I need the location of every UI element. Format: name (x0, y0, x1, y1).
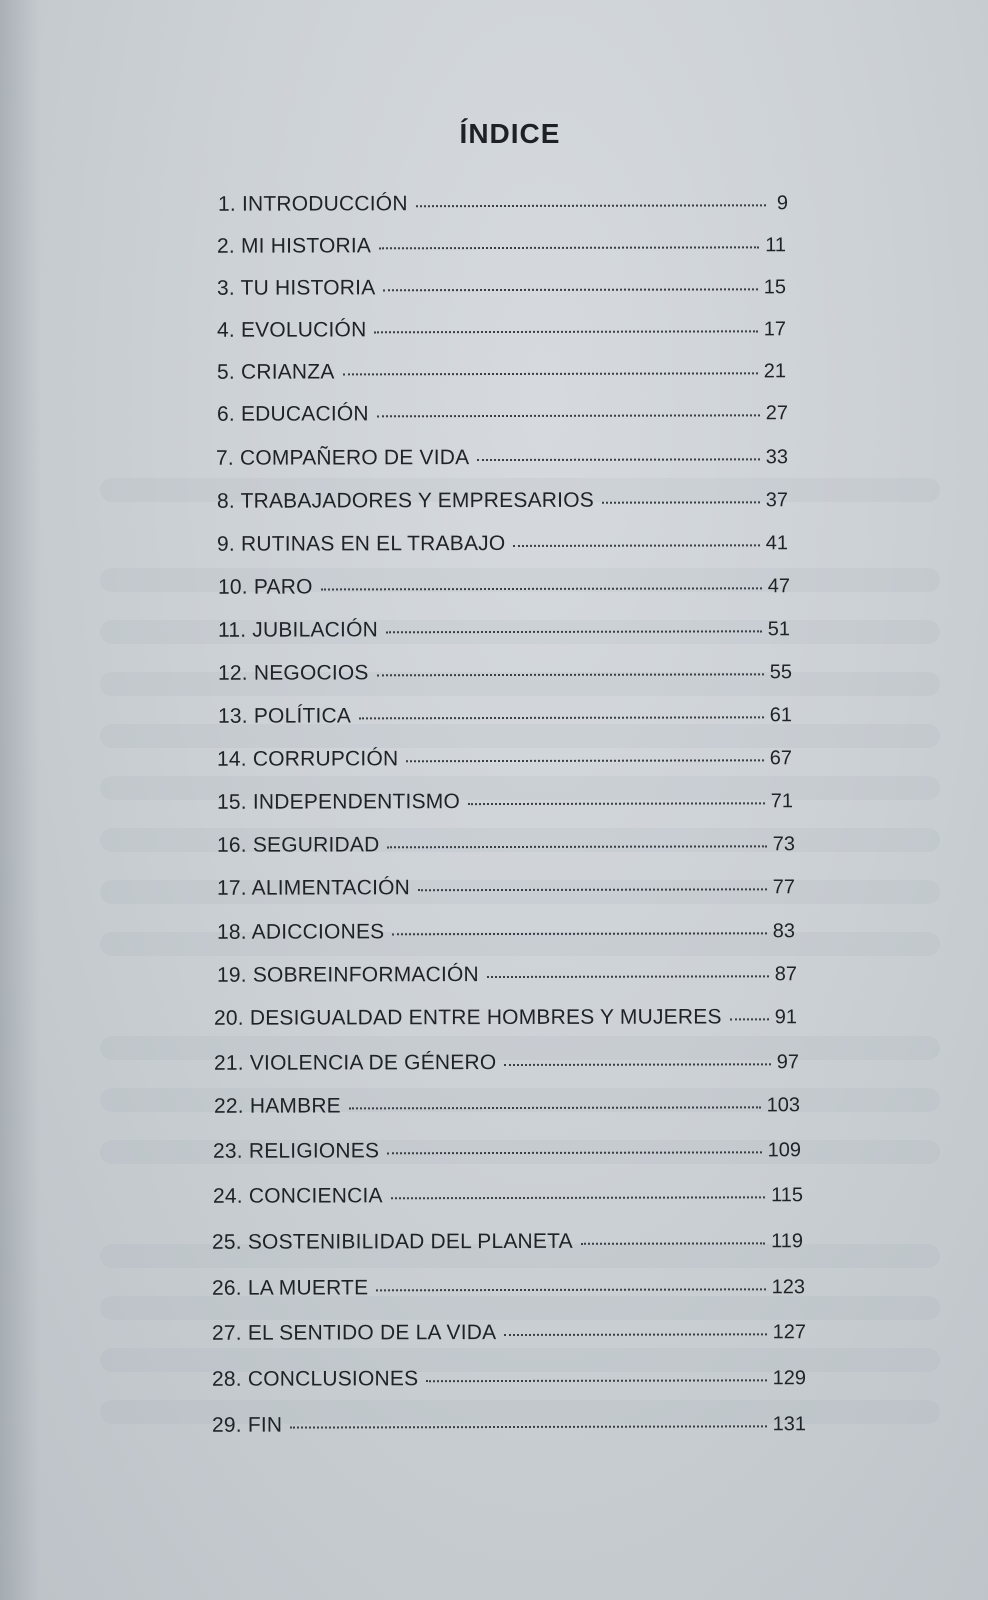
toc-entry-title: 13. POLÍTICA (217, 704, 352, 728)
toc-entry-page-number: 71 (770, 790, 794, 813)
dot-leader (374, 330, 757, 333)
toc-entry-page-number: 91 (774, 1006, 798, 1029)
dot-leader (504, 1333, 766, 1336)
toc-entry-page-number: 83 (772, 920, 796, 943)
toc-entry-title: 15. INDEPENDENTISMO (216, 790, 461, 814)
dot-leader (349, 1106, 761, 1109)
toc-entry (217, 275, 786, 300)
toc-entry-title: 6. EDUCACIÓN (216, 402, 369, 426)
toc-entry-page-number: 21 (763, 360, 787, 383)
toc-entry-title: 22. HAMBRE (213, 1094, 341, 1118)
toc-entry-title: 8. TRABAJADORES Y EMPRESARIOS (216, 488, 594, 513)
toc-entry-page-number: 9 (776, 192, 789, 215)
dot-leader (581, 1242, 765, 1244)
toc-entry-page-number: 15 (763, 276, 787, 299)
toc-entry-page-number: 67 (769, 747, 793, 770)
toc-entry-title: 11. JUBILACIÓN (217, 618, 378, 642)
dot-leader (343, 372, 758, 375)
toc-entry-page-number: 87 (774, 963, 798, 986)
dot-leader (376, 1288, 765, 1291)
toc-entry-page-number: 33 (765, 446, 789, 469)
dot-leader (379, 246, 759, 249)
toc-entry-title: 16. SEGURIDAD (216, 833, 380, 857)
toc-entry (217, 962, 797, 988)
toc-entry (214, 1005, 797, 1031)
toc-entry (217, 233, 786, 258)
dot-leader (392, 932, 766, 935)
dot-leader (602, 501, 760, 503)
toc-entry-page-number: 47 (767, 575, 791, 598)
toc-entry-title: 25. SOSTENIBILIDAD DEL PLANETA (211, 1229, 573, 1254)
toc-entry (217, 401, 788, 426)
toc-entry-title: 12. NEGOCIOS (217, 661, 369, 685)
dot-leader (487, 975, 769, 978)
dot-leader (468, 802, 765, 805)
dot-leader (477, 458, 759, 461)
toc-entry (218, 617, 790, 642)
toc-entry (212, 1229, 803, 1255)
toc-entry-page-number: 103 (766, 1094, 801, 1117)
toc-entry-page-number: 77 (772, 876, 796, 899)
toc-entry (213, 1183, 803, 1209)
toc-entry (217, 359, 786, 384)
toc-entry-page-number: 51 (767, 618, 791, 641)
toc-entry-title: 24. CONCIENCIA (212, 1184, 383, 1208)
toc-entry-title: 19. SOBREINFORMACIÓN (216, 963, 479, 987)
toc-entry (217, 789, 793, 815)
dot-leader (416, 204, 766, 207)
toc-entry-page-number: 73 (772, 833, 796, 856)
dot-leader (321, 587, 762, 590)
toc-entry-title: 10. PARO (217, 575, 313, 599)
toc-entry (212, 1366, 806, 1392)
toc-entry-page-number: 27 (765, 402, 789, 425)
toc-entry (214, 1050, 799, 1076)
toc-entry (217, 919, 795, 945)
toc-entry (212, 1412, 806, 1438)
dot-leader (387, 1151, 761, 1154)
dot-leader (290, 1425, 766, 1428)
toc-entry-page-number: 115 (771, 1184, 804, 1207)
toc-entry-title: 26. LA MUERTE (211, 1276, 369, 1300)
toc-entry-page-number: 37 (765, 489, 789, 512)
dot-leader (504, 1063, 770, 1066)
toc-entry-page-number: 119 (771, 1230, 804, 1253)
toc-entry (218, 660, 792, 686)
toc-entry-page-number: 61 (769, 704, 793, 727)
toc-entry (217, 488, 788, 513)
dot-leader (406, 759, 763, 762)
toc-entry-page-number: 41 (765, 532, 789, 555)
dot-leader (377, 414, 760, 417)
toc-entry-title: 5. CRIANZA (216, 360, 335, 384)
toc-entry (217, 317, 786, 342)
toc-entry (213, 1138, 801, 1164)
toc-entry-title: 1. INTRODUCCIÓN (217, 192, 408, 216)
toc-entry-title: 21. VIOLENCIA DE GÉNERO (213, 1051, 497, 1075)
toc-entry-page-number: 97 (776, 1051, 800, 1074)
toc-entry-page-number: 127 (772, 1321, 807, 1344)
toc-entry-title: 23. RELIGIONES (212, 1139, 380, 1163)
toc-entry (217, 746, 792, 772)
toc-entry-title: 9. RUTINAS EN EL TRABAJO (216, 531, 506, 556)
toc-entry (214, 1093, 800, 1119)
toc-entry-title: 27. EL SENTIDO DE LA VIDA (211, 1321, 497, 1345)
toc-entry-title: 3. TU HISTORIA (216, 276, 376, 300)
toc-entry-title: 28. CONCLUSIONES (211, 1367, 419, 1391)
toc-entry (218, 191, 788, 216)
toc-entry (218, 703, 792, 729)
dot-leader (391, 1196, 765, 1199)
dot-leader (730, 1018, 769, 1020)
toc-entry-page-number: 123 (771, 1276, 806, 1299)
dot-leader (386, 630, 762, 633)
toc-entry-page-number: 129 (772, 1367, 807, 1390)
toc-entry-page-number: 109 (767, 1139, 802, 1162)
dot-leader (383, 288, 757, 291)
toc-entry-title: 14. CORRUPCIÓN (216, 747, 399, 771)
toc-entry-page-number: 17 (763, 318, 787, 341)
dot-leader (377, 673, 764, 676)
toc-entry (217, 875, 795, 901)
dot-leader (418, 888, 767, 891)
toc-entry-page-number: 55 (769, 661, 793, 684)
dot-leader (387, 845, 766, 848)
toc-entry-title: 29. FIN (211, 1413, 283, 1437)
dot-leader (426, 1379, 766, 1382)
toc-entry-title: 4. EVOLUCIÓN (216, 318, 367, 342)
toc-entry-title: 7. COMPAÑERO DE VIDA (215, 446, 470, 470)
toc-entry-title: 20. DESIGUALDAD ENTRE HOMBRES Y MUJERES (213, 1005, 722, 1030)
page-title: ÍNDICE (459, 118, 561, 149)
toc-entry-title: 2. MI HISTORIA (216, 234, 372, 258)
toc-entry (212, 1320, 806, 1346)
toc-entry-page-number: 11 (765, 234, 787, 257)
toc-entry (217, 832, 795, 858)
toc-entry (217, 531, 788, 556)
toc-entry (218, 574, 790, 599)
toc-entry-title: 17. ALIMENTACIÓN (216, 876, 411, 900)
dot-leader (513, 544, 759, 547)
toc-entry-title: 18. ADICCIONES (216, 920, 385, 944)
toc-entry-page-number: 131 (772, 1413, 807, 1436)
dot-leader (359, 716, 764, 719)
toc-entry (216, 445, 788, 470)
toc-entry (212, 1275, 805, 1301)
